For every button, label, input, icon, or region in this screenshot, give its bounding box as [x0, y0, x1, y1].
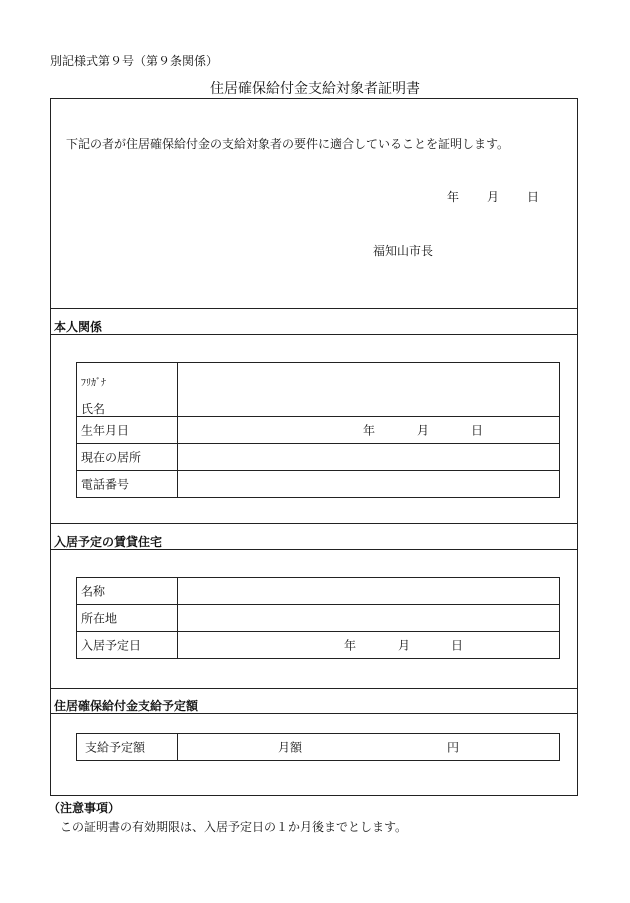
location-label-cell — [77, 605, 178, 632]
move-in-label-cell — [77, 632, 178, 659]
amount-table — [76, 733, 560, 761]
section-heading-housing: 入居予定の賃貸住宅 — [54, 535, 163, 549]
housing-name-label: 名称 — [81, 584, 106, 599]
name-label-cell — [77, 363, 178, 417]
section-heading-person: 本人関係 — [54, 320, 103, 334]
address-field[interactable] — [178, 444, 560, 471]
form-number: 別記様式第９号（第９条関係） — [50, 54, 219, 68]
move-in-day: 日 — [451, 638, 464, 653]
birth-day: 日 — [471, 423, 484, 438]
monthly-label: 月額 — [278, 740, 303, 755]
location-field[interactable] — [178, 605, 560, 632]
person-table — [76, 362, 560, 498]
section-heading-amount: 住居確保給付金支給予定額 — [54, 699, 199, 713]
cert-date-year: 年 — [447, 190, 460, 204]
housing-name-field[interactable] — [178, 578, 560, 605]
housing-table — [76, 577, 560, 659]
amount-label-cell — [77, 734, 178, 761]
section-divider — [50, 549, 578, 550]
address-label: 現在の居所 — [81, 450, 142, 465]
phone-label: 電話番号 — [81, 477, 130, 492]
name-label: 氏名 — [81, 402, 106, 416]
move-in-year: 年 — [344, 638, 357, 653]
birth-month: 月 — [417, 423, 430, 438]
move-in-label: 入居予定日 — [81, 638, 142, 653]
notes-heading: （注意事項） — [48, 801, 121, 815]
section-divider — [50, 308, 578, 309]
furigana-label: ﾌﾘｶﾞﾅ — [81, 378, 106, 389]
page-title: 住居確保給付金支給対象者証明書 — [210, 81, 420, 97]
phone-label-cell — [77, 471, 178, 498]
birth-year: 年 — [363, 423, 376, 438]
amount-field[interactable] — [178, 734, 560, 761]
section-divider — [50, 688, 578, 689]
location-label: 所在地 — [81, 611, 118, 626]
section-divider — [50, 523, 578, 524]
birthdate-field[interactable] — [178, 417, 560, 444]
birthdate-label: 生年月日 — [81, 423, 130, 438]
housing-name-label-cell — [77, 578, 178, 605]
name-field[interactable] — [178, 363, 560, 417]
issuer-name: 福知山市長 — [373, 244, 434, 258]
move-in-month: 月 — [398, 638, 411, 653]
certify-text: 下記の者が住居確保給付金の支給対象者の要件に適合していることを証明します。 — [66, 137, 510, 151]
section-divider — [50, 713, 578, 714]
cert-date-day: 日 — [527, 190, 540, 204]
address-label-cell — [77, 444, 178, 471]
birthdate-label-cell — [77, 417, 178, 444]
yen-label: 円 — [447, 740, 460, 755]
amount-label: 支給予定額 — [85, 740, 146, 755]
notes-text: この証明書の有効期限は、入居予定日の１か月後までとします。 — [60, 820, 408, 834]
phone-field[interactable] — [178, 471, 560, 498]
cert-date-month: 月 — [487, 190, 500, 204]
section-divider — [50, 334, 578, 335]
move-in-field[interactable] — [178, 632, 560, 659]
